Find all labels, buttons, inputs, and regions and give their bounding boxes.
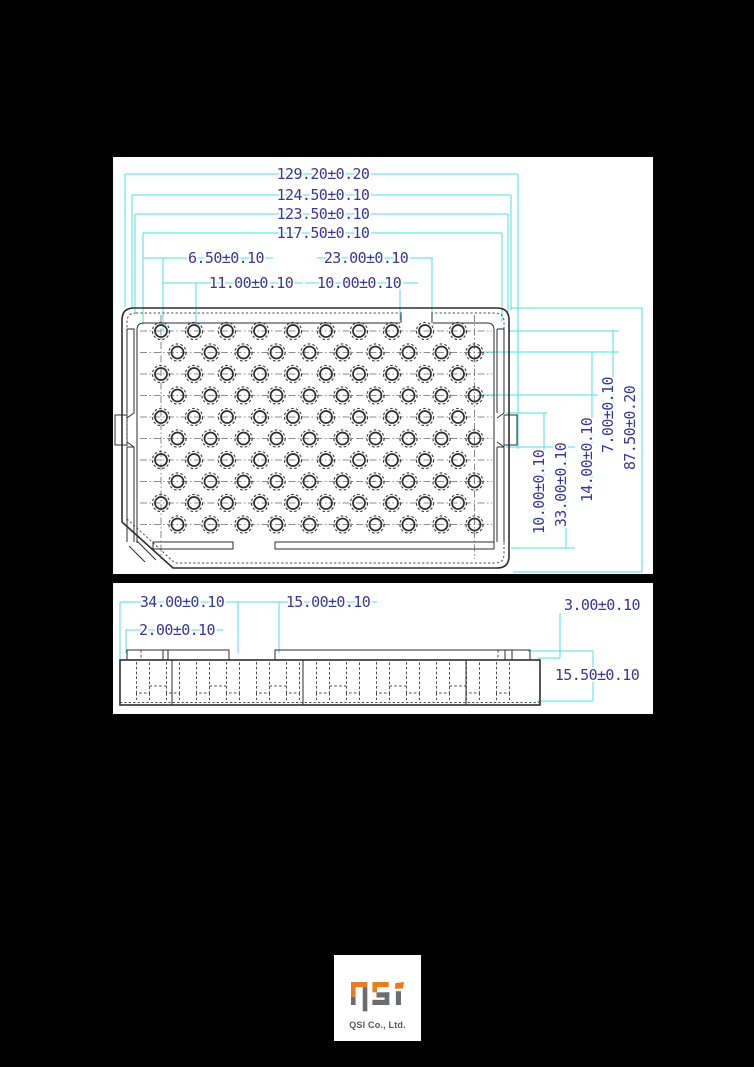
letter-q xyxy=(351,982,367,1011)
side-view-drawing xyxy=(113,583,653,714)
dim-hole-pitch: 11.00±0.10 xyxy=(208,274,294,292)
dim-row-pitch: 7.00±0.10 xyxy=(599,377,617,453)
letter-i xyxy=(395,982,404,1005)
dim-two-rows: 14.00±0.10 xyxy=(578,417,596,503)
dim-edge-offset: 6.50±0.10 xyxy=(188,249,264,267)
dim-width-3: 123.50±0.10 xyxy=(276,205,370,223)
dim-width-4: 117.50±0.10 xyxy=(276,224,370,242)
dim-slot-23: 23.00±0.10 xyxy=(323,249,409,267)
dim-34: 34.00±0.10 xyxy=(139,593,225,611)
dim-15-5: 15.50±0.10 xyxy=(554,666,640,684)
chamfer-hatch xyxy=(129,541,156,562)
top-view-panel xyxy=(113,157,653,574)
dim-3: 3.00±0.10 xyxy=(564,596,640,614)
right-rail xyxy=(497,329,504,542)
logo-panel xyxy=(334,955,421,1041)
left-rail xyxy=(127,329,134,542)
top-view-drawing xyxy=(113,157,653,574)
logo-caption: QSI Co., Ltd. xyxy=(349,1020,406,1030)
letter-s xyxy=(372,982,389,1005)
dim-slot-10: 10.00±0.10 xyxy=(316,274,402,292)
qsi-logo xyxy=(334,955,421,1041)
lip-right xyxy=(275,650,530,660)
bottom-lip-left xyxy=(153,542,233,549)
side-dimension-labels xyxy=(139,593,640,684)
dim-overall-width: 129.20±0.20 xyxy=(276,165,370,183)
hole-grid xyxy=(152,322,483,533)
right-tab xyxy=(504,415,517,445)
lip-left xyxy=(127,650,229,660)
side-view-panel xyxy=(113,583,653,714)
dim-33: 33.00±0.10 xyxy=(552,442,570,528)
qsi-lettermark xyxy=(351,982,404,1011)
left-tab xyxy=(115,415,127,445)
dim-width-2: 124.50±0.10 xyxy=(276,186,370,204)
dim-15: 15.00±0.10 xyxy=(285,593,371,611)
dim-overall-height: 87.50±0.20 xyxy=(621,385,639,471)
bottom-lip-right xyxy=(275,542,494,549)
tooth-channels xyxy=(137,662,510,700)
dim-2: 2.00±0.10 xyxy=(139,621,215,639)
side-dimension-lines xyxy=(120,602,593,701)
dim-notch-10: 10.00±0.10 xyxy=(530,449,548,535)
